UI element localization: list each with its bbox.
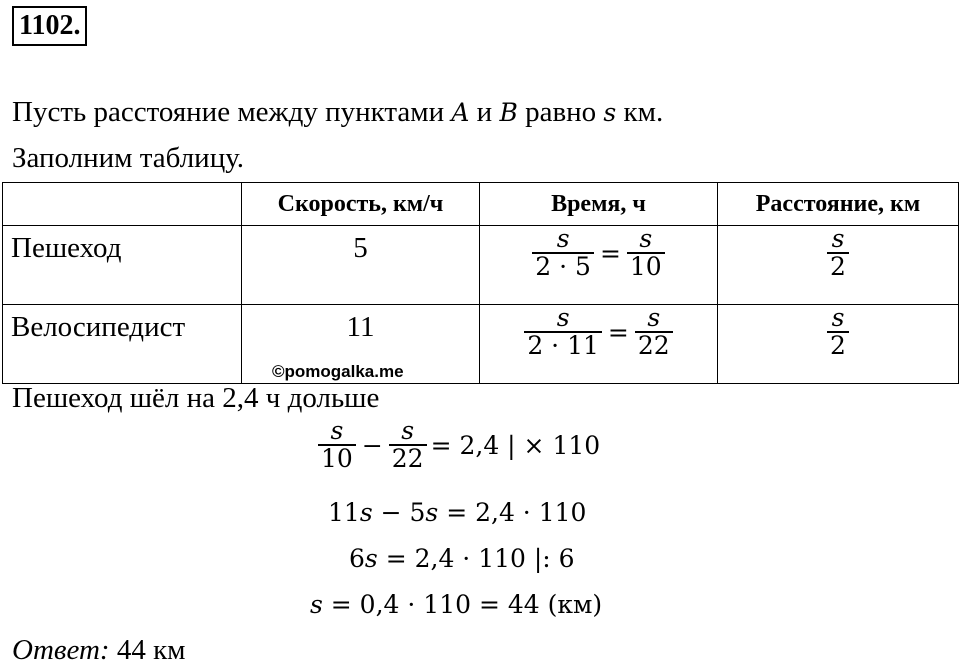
fill-table-text: Заполним таблицу. xyxy=(12,142,245,174)
data-table xyxy=(2,182,959,384)
watermark: ©pomogalka.me xyxy=(272,362,404,381)
denominator: 2 xyxy=(827,331,849,359)
equals-sign: = xyxy=(607,317,629,347)
numerator: s xyxy=(831,303,845,332)
equals-sign: = xyxy=(599,238,621,268)
numerator: s xyxy=(330,416,344,445)
header-time: Время, ч xyxy=(480,183,718,226)
variable: s xyxy=(359,498,373,527)
variable: s xyxy=(364,544,378,573)
header-distance: Расстояние, км xyxy=(718,183,959,226)
variable: s xyxy=(310,590,323,619)
variable: s xyxy=(425,498,439,527)
answer-line xyxy=(12,636,186,665)
denominator: 2 · 5 xyxy=(532,252,594,280)
numerator: s xyxy=(556,303,570,332)
distance-var: s xyxy=(603,98,617,127)
denominator: 10 xyxy=(627,252,665,280)
numerator: s xyxy=(647,303,661,332)
intro-line xyxy=(12,98,663,127)
term: − 5 xyxy=(372,498,426,527)
statement-text: Пешеход шёл на 2,4 ч дольше xyxy=(12,382,380,414)
denominator: 22 xyxy=(389,444,427,472)
row-label-cyclist: Велосипедист xyxy=(3,305,242,384)
term: = 2,4 · 110 xyxy=(438,498,587,527)
denominator: 2 · 11 xyxy=(524,331,602,359)
coefficient: 6 xyxy=(349,544,365,573)
intro-text-3: равно xyxy=(517,96,604,128)
fraction xyxy=(389,418,427,473)
table-row xyxy=(3,226,959,305)
numerator: s xyxy=(556,224,570,253)
intro-text-2: и xyxy=(469,96,500,128)
fraction xyxy=(827,305,849,360)
coefficient: 11 xyxy=(328,498,360,527)
equation-4 xyxy=(310,592,602,617)
distance-cyclist xyxy=(718,305,959,384)
distance-pedestrian xyxy=(718,226,959,305)
fraction xyxy=(635,305,673,360)
denominator: 22 xyxy=(635,331,673,359)
intro-text-4: км. xyxy=(616,96,664,128)
denominator: 10 xyxy=(318,444,356,472)
fraction xyxy=(524,305,602,360)
table-row xyxy=(3,305,959,384)
equation-1 xyxy=(318,418,606,473)
fraction xyxy=(532,226,594,281)
numerator: s xyxy=(831,224,845,253)
equation-2 xyxy=(328,500,586,525)
point-b: B xyxy=(499,98,518,127)
speed-pedestrian: 5 xyxy=(242,226,480,305)
denominator: 2 xyxy=(827,252,849,280)
numerator: s xyxy=(401,416,415,445)
header-speed: Скорость, км/ч xyxy=(242,183,480,226)
fraction xyxy=(827,226,849,281)
fraction xyxy=(318,418,356,473)
problem-number: 1102. xyxy=(12,6,87,46)
point-a: A xyxy=(451,98,470,127)
speed-cyclist: 11 xyxy=(242,305,480,384)
row-label-pedestrian: Пешеход xyxy=(3,226,242,305)
answer-value: 44 км xyxy=(109,634,186,666)
minus-sign: − xyxy=(361,430,383,460)
term: = 0,4 · 110 = 44 (км) xyxy=(322,590,603,619)
intro-text-1: Пусть расстояние между пунктами xyxy=(12,96,452,128)
table-header-row xyxy=(3,183,959,226)
equation-3 xyxy=(349,546,575,571)
header-empty xyxy=(3,183,242,226)
term: = 2,4 · 110 |: 6 xyxy=(377,544,575,573)
fraction xyxy=(627,226,665,281)
time-pedestrian xyxy=(480,226,718,305)
equation-1-rhs: = 2,4 | × 110 xyxy=(430,430,601,460)
numerator: s xyxy=(639,224,653,253)
answer-label: Ответ: xyxy=(12,634,110,666)
time-cyclist xyxy=(480,305,718,384)
